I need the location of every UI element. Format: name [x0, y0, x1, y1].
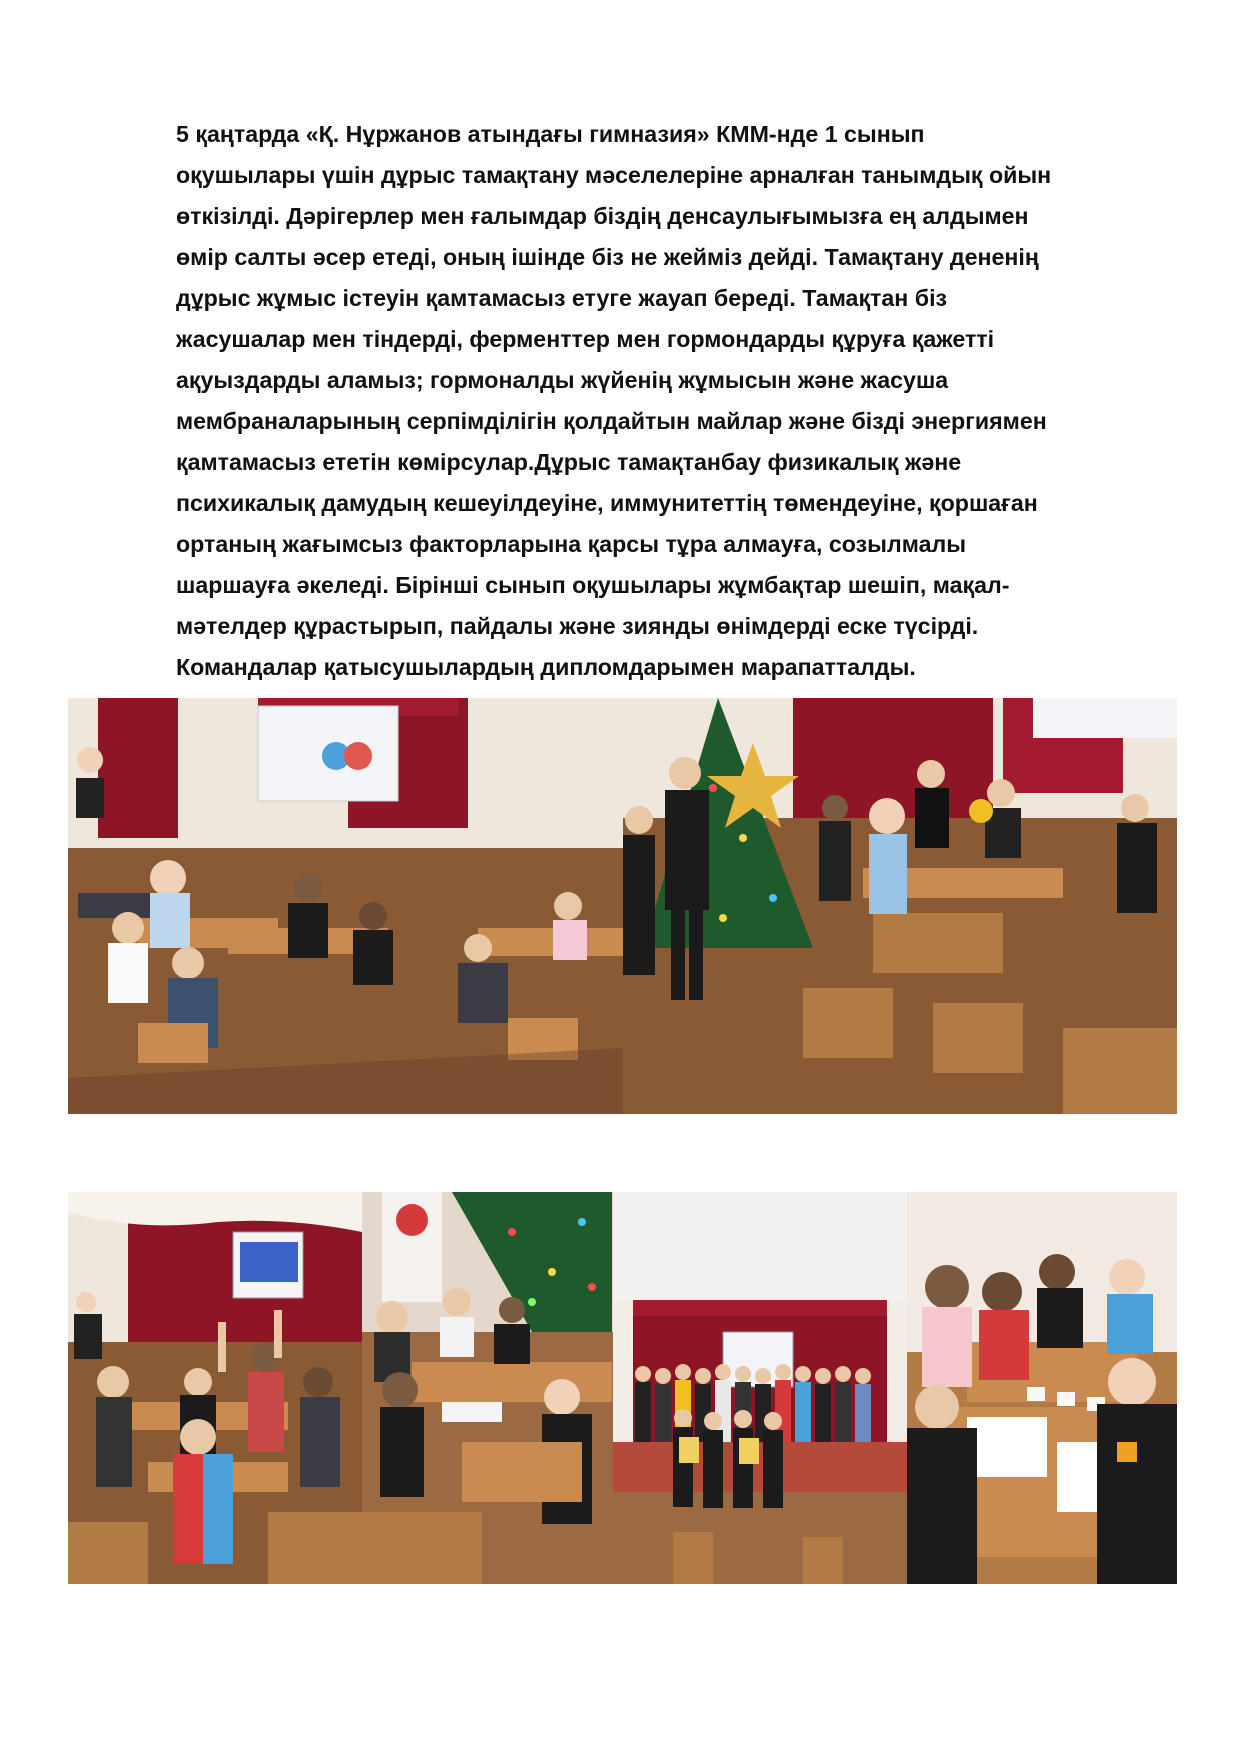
article-line: ақуыздарды аламыз; гормоналды жүйенің жұмысын және жасуша [176, 367, 949, 393]
photo-children-raising-hands [68, 1192, 362, 1584]
photo-children-with-cards [907, 1192, 1177, 1584]
photo-christmas-tree-children [623, 698, 1177, 1114]
article-line: 5 қаңтарда «Қ. Нұржанов атындағы гимназия» КММ-нде 1 сынып [176, 121, 925, 147]
article-line: оқушылары үшін дұрыс тамақтану мәселелеріне арналған танымдық ойын [176, 162, 1052, 188]
article-line: ортаның жағымсыз факторларына қарсы тұра алмауға, созылмалы [176, 531, 966, 557]
article-line: қамтамасыз ететін көмірсулар.Дұрыс тамақтанбау физикалық және [176, 449, 962, 475]
photo-group-on-stage [613, 1192, 907, 1584]
article-line: жасушалар мен тіндерді, ферменттер мен гормондарды құруға қажетті [176, 326, 995, 352]
article-line: дұрыс жұмыс істеуін қамтамасыз етуге жауап береді. Тамақтан біз [176, 285, 948, 311]
photo-children-at-table [362, 1192, 613, 1584]
article-line: өмір салты әсер етеді, оның ішінде біз не жейміз дейді. Тамақтану дененің [176, 244, 1039, 270]
article-line: Командалар қатысушылардың дипломдарымен марапатталды. [176, 654, 916, 680]
article-line: шаршауға әкеледі. Бірінші сынып оқушылары жұмбақтар шешіп, мақал- [176, 572, 1010, 598]
article-text [176, 114, 1156, 688]
photo-classroom-quiz [68, 698, 623, 1114]
article-line: өткізілді. Дәрігерлер мен ғалымдар біздің денсаулығымызға ең алдымен [176, 203, 1029, 229]
article-line: психикалық дамудың кешеуілдеуіне, иммунитеттің төмендеуіне, қоршаған [176, 490, 1038, 516]
article-line: мембраналарының серпімділігін қолдайтын майлар және бізді энергиямен [176, 408, 1047, 434]
article-line: мәтелдер құрастырып, пайдалы және зиянды өнімдерді еске түсірді. [176, 613, 979, 639]
